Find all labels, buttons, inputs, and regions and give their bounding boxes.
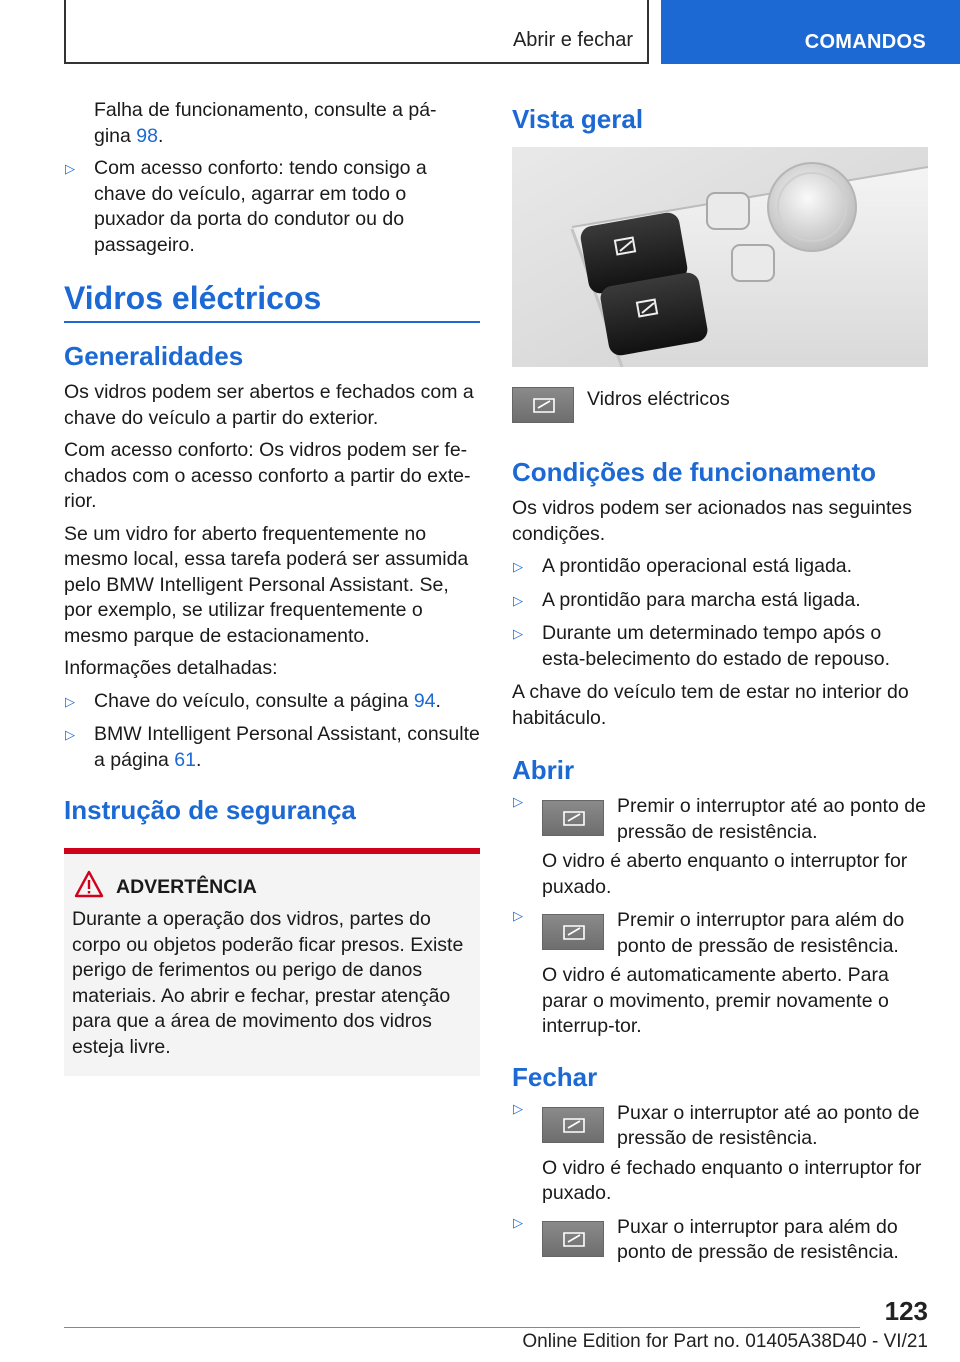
step-result: O vidro é aberto enquanto o interruptor for puxado.	[542, 850, 908, 898]
bullet-triangle-icon: ▷	[513, 559, 523, 574]
paragraph: Com acesso conforto: Os vidros podem ser fe-chados com o acesso conforto a partir do exte-rior.	[64, 439, 471, 512]
header-chapter-title: COMANDOS	[804, 31, 926, 53]
details-list	[64, 689, 480, 774]
power-window-switch-icon	[542, 914, 604, 950]
conditions-list	[512, 554, 928, 672]
section-title: Vidros eléctricos	[64, 280, 480, 323]
power-window-switch-icon	[542, 1107, 604, 1143]
step-action: Premir o interruptor para além do ponto de pressão de resistência.	[617, 909, 905, 957]
list-item: ▷ A prontidão para marcha está ligada.	[512, 588, 928, 614]
open-step-1	[512, 794, 928, 900]
footer-divider	[64, 1327, 860, 1328]
heading-general: Generalidades	[64, 341, 244, 371]
bullet-triangle-icon: ▷	[513, 592, 523, 608]
step-result: O vidro é fechado enquanto o interruptor for puxado.	[542, 1156, 922, 1204]
window-switch-photo	[512, 147, 928, 367]
header-chapter-box	[661, 0, 960, 64]
bullet-triangle-icon: ▷	[65, 693, 75, 709]
legend-row	[512, 387, 928, 427]
bullet-triangle-icon: ▷	[65, 161, 75, 176]
list-item: ▷ Durante um determinado tempo após o esta-belecimento do estado de repouso.	[513, 622, 890, 670]
warning-text: Durante a operação dos vidros, partes do corpo ou objetos poderão ficar presos. Existe perigo de ferimentos ou perigo de danos materiais. Ao abrir e fechar, prestar atenção para que a área de movimento dos vidros esteja livre.	[72, 908, 464, 1058]
bullet-triangle-icon: ▷	[513, 1214, 523, 1230]
paragraph: Informações detalhadas:	[64, 657, 278, 679]
list-item: ▷ A prontidão operacional está ligada.	[512, 554, 928, 580]
right-column	[512, 98, 928, 1274]
bullet-triangle-icon: ▷	[513, 626, 523, 641]
step-action: Premir o interruptor até ao ponto de pressão de resistência.	[617, 795, 926, 843]
list-item: ▷ Com acesso conforto: tendo consigo a chave do veículo, agarrar em todo o puxador da porta do condutor ou do passageiro.	[65, 157, 427, 256]
paragraph: A chave do veículo tem de estar no interior do habitáculo.	[512, 681, 909, 729]
power-window-switch-icon	[542, 1221, 604, 1257]
page-link-98[interactable]: 98	[136, 124, 158, 147]
warning-triangle-icon	[74, 870, 104, 904]
bullet-triangle-icon: ▷	[513, 794, 523, 809]
intro-list	[64, 156, 480, 258]
heading-conditions: Condições de funcionamento	[512, 457, 877, 487]
bullet-triangle-icon: ▷	[65, 727, 75, 742]
header-section-title: Abrir e fechar	[512, 29, 633, 51]
open-step-2	[512, 908, 928, 1040]
paragraph: Se um vidro for aberto frequentemente no mesmo local, essa tarefa poderá ser assumida pelo BMW Intelligent Personal Assistant. Se, por exemplo, se utilizar frequentemente o mesmo parque de estacionamento.	[64, 522, 469, 647]
step-action: Puxar o interruptor até ao ponto de pressão de resistência.	[617, 1101, 920, 1149]
heading-safety: Instrução de segurança	[64, 795, 356, 825]
left-column	[64, 98, 480, 1076]
header-section-box	[64, 0, 649, 64]
paragraph: Os vidros podem ser abertos e fechados com a chave do veículo a partir do exterior.	[64, 381, 474, 429]
close-step-2	[512, 1215, 928, 1266]
page-link-94[interactable]: 94	[413, 689, 436, 712]
bullet-triangle-icon: ▷	[513, 908, 523, 923]
paragraph: Os vidros podem ser acionados nas seguintes condições.	[512, 497, 912, 545]
step-result: O vidro é automaticamente aberto. Para parar o movimento, premir novamente o interrup-tor.	[542, 964, 889, 1037]
heading-close: Fechar	[512, 1061, 598, 1092]
list-item: ▷ BMW Intelligent Personal Assistant, consulte a página 61.	[65, 723, 480, 771]
power-window-switch-icon	[542, 800, 604, 836]
warning-box	[64, 848, 480, 1076]
bullet-triangle-icon: ▷	[513, 1100, 523, 1116]
legend-caption: Vidros eléctricos	[587, 388, 730, 410]
step-action: Puxar o interruptor para além do ponto de pressão de resistência.	[617, 1215, 899, 1263]
list-item: ▷ Chave do veículo, consulte a página 94.	[64, 689, 480, 715]
page-number: 123	[884, 1296, 928, 1326]
close-step-1	[512, 1101, 928, 1207]
intro-continuation: Falha de funcionamento, consulte a pá- gina 98.	[94, 99, 437, 147]
heading-open: Abrir	[512, 755, 575, 785]
power-window-switch-icon	[512, 387, 574, 423]
edition-footer: Online Edition for Part no. 01405A38D40 - VI/21	[522, 1331, 928, 1352]
page-link-61[interactable]: 61	[174, 748, 196, 771]
warning-heading: ADVERTÊNCIA	[72, 876, 472, 899]
heading-overview: Vista geral	[512, 104, 644, 134]
